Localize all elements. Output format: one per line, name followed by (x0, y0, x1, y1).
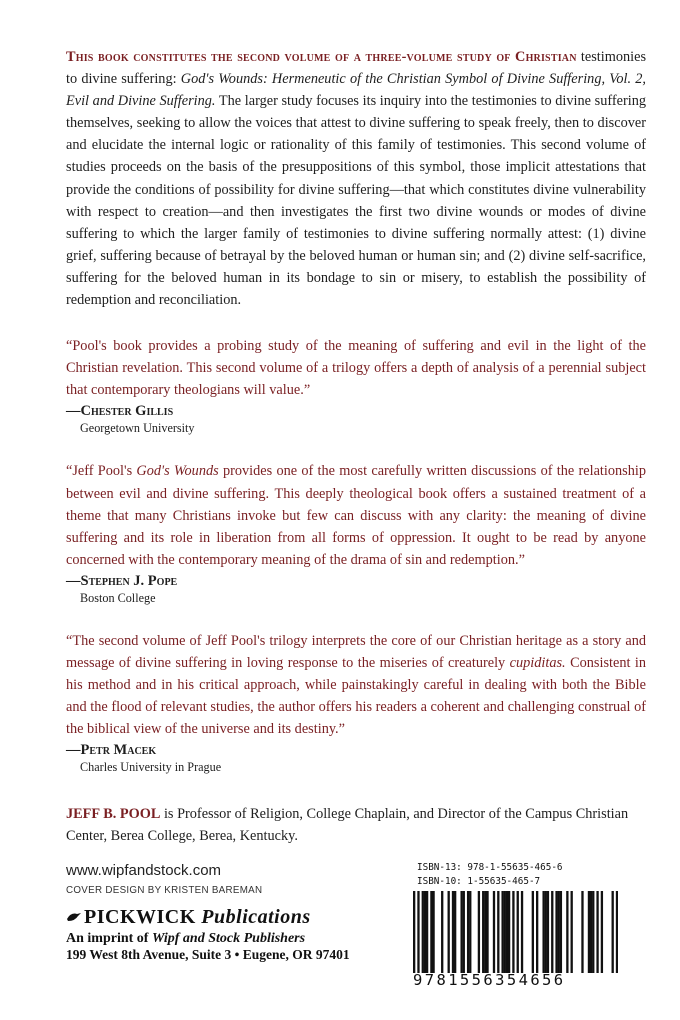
quote-text: “Jeff Pool's (66, 463, 137, 480)
review-1 (66, 335, 646, 436)
review-quote: “Pool's book provides a probing study of the meaning of suffering and evil in the light of the Christian revelation. This second volume of a trilogy offers a depth of analysis of a perennial subject that contemporary theologians will value.” (66, 338, 646, 399)
barcode-bar (588, 891, 590, 973)
cover-design-credit: COVER DESIGN BY KRISTEN BAREMAN (66, 885, 263, 896)
barcode-bar (426, 891, 428, 973)
publisher-name-italic: Publications (201, 906, 311, 928)
review-2 (66, 460, 646, 605)
review-quote (66, 460, 646, 570)
barcode-bar (616, 891, 618, 973)
quote-text: “The second volume of Jeff Pool's trilogy interprets the core of our Christian heritage as a story and message of divine suffering in loving response to the miseries of creaturely (66, 632, 646, 671)
website-link[interactable]: www.wipfandstock.com (66, 862, 222, 879)
isbn-10: ISBN-10: 1-55635-465-7 (417, 876, 541, 887)
barcode-bar (536, 891, 538, 973)
barcode-bar (460, 891, 462, 973)
author-description: is Professor of Religion, College Chaplain, and Director of the Campus Christian Center, Berea College, Berea, Kentucky. (66, 806, 629, 845)
barcode-bar (612, 891, 614, 973)
barcode-bar (521, 891, 523, 973)
barcode-bar (592, 891, 594, 973)
barcode-bar (469, 891, 471, 973)
publisher-bird-icon (66, 911, 82, 923)
barcode-bar (454, 891, 456, 973)
reviewer-affiliation: Boston College (80, 590, 156, 605)
barcode-bar (413, 891, 415, 973)
author-name: JEFF B. POOL (66, 806, 161, 823)
barcode-bar (422, 891, 424, 973)
barcode-bar (558, 891, 560, 973)
barcode-bar (448, 891, 450, 973)
barcode-bar (452, 891, 454, 973)
barcode-bar (463, 891, 465, 973)
barcode-bar (601, 891, 603, 973)
barcode-bar (432, 891, 434, 973)
barcode-bar (417, 891, 419, 973)
barcode-bar (560, 891, 562, 973)
reviewer-name: —Petr Macek (66, 742, 157, 759)
quote-italic: cupiditas. (509, 654, 566, 671)
barcode-bar (424, 891, 426, 973)
barcode-bar (504, 891, 506, 973)
description-lead: This book constitutes the second volume of a three-volume study of Christian (66, 49, 577, 65)
barcode-bar (590, 891, 592, 973)
barcode-bar (508, 891, 510, 973)
review-quote (66, 630, 646, 740)
barcode-bar (547, 891, 549, 973)
reviewer-name: —Stephen J. Pope (66, 572, 178, 589)
barcode-bar (517, 891, 519, 973)
barcode-bar (482, 891, 484, 973)
publisher-address: 199 West 8th Avenue, Suite 3 • Eugene, OR 97401 (66, 947, 350, 962)
imprint-text: An imprint of (66, 931, 152, 946)
barcode-bar (430, 891, 432, 973)
author-bio (66, 803, 646, 847)
isbn-barcode-box (411, 861, 620, 991)
barcode-bar (506, 891, 508, 973)
barcode-bar (512, 891, 514, 973)
barcode-bar (551, 891, 553, 973)
barcode-bar (555, 891, 557, 973)
description-part1: testimonies to divine suffering: (66, 49, 647, 88)
barcode-bar (532, 891, 534, 973)
back-cover-text (66, 46, 646, 848)
barcode-bar (545, 891, 547, 973)
barcode-bar (484, 891, 486, 973)
barcode-bar (566, 891, 568, 973)
reviewer-affiliation: Charles University in Prague (80, 760, 222, 775)
publisher-name: PICKWICK (84, 906, 202, 928)
barcode-bar (467, 891, 469, 973)
book-title: God's Wounds: Hermeneutic of the Christian Symbol of Divine Suffering, Vol. 2, Evil and Divine Suffering. (66, 71, 646, 110)
isbn-13: ISBN-13: 978-1-55635-465-6 (417, 862, 563, 873)
imprint-publisher: Wipf and Stock Publishers (151, 931, 306, 946)
description-part2: The larger study focuses its inquiry into the testimonies to divine suffering themselves, seeking to allow the voices that attest to divine suffering to speak freely, then to discover and elucidate the internal logic or rationality of this family of testimonies. This second volume of studies proceeds on the basis of the presuppositions of this symbol, those implicit attestations that provide the conditions of possibility for divine suffering—that which constitutes divine vulnerability with respect to creation—and then investigates the first two divine wounds or modes of divine suffering to which the larger family of testimonies to divine suffering normally attest: (1) divine grief, suffering because of betrayal by the beloved human or human sin; and (2) divine self-sacrifice, suffering for the beloved human in its bondage to sin or misery, to establish the possibility of redemption and reconciliation. (66, 93, 647, 309)
description-paragraph (66, 46, 646, 311)
quote-italic: God's Wounds (136, 463, 219, 480)
barcode-digits: 9781556354656 (413, 971, 566, 989)
reviewer-name: —Chester Gillis (66, 403, 174, 420)
barcode-bar (571, 891, 573, 973)
barcode-bar (501, 891, 503, 973)
barcode-bar (493, 891, 495, 973)
barcode-bar (478, 891, 480, 973)
barcode-bar (486, 891, 488, 973)
barcode (413, 891, 618, 973)
quote-text: Consistent in his method and in his critical approach, while painstakingly careful in dealing with both the Bible and the flood of relevant studies, the author offers his readers a coherent and challenging construal of the biblical view of the universe and its destiny.” (66, 654, 647, 738)
review-3 (66, 630, 646, 775)
barcode-bar (497, 891, 499, 973)
barcode-bar (596, 891, 598, 973)
barcode-bar (581, 891, 583, 973)
barcode-bar (542, 891, 544, 973)
barcode-bar (441, 891, 443, 973)
reviewer-affiliation: Georgetown University (80, 421, 195, 436)
quote-text: provides one of the most carefully written discussions of the relationship between evil and divine suffering. This deeply theological book offers a sustained treatment of a theme that many Christians invoke but few can discuss with any clarity: the meaning of divine suffering and its role in liberation from all forms of oppression. It ought to be read by anyone concerned with the contemporary meaning of the drama of sin and redemption.” (66, 463, 646, 568)
